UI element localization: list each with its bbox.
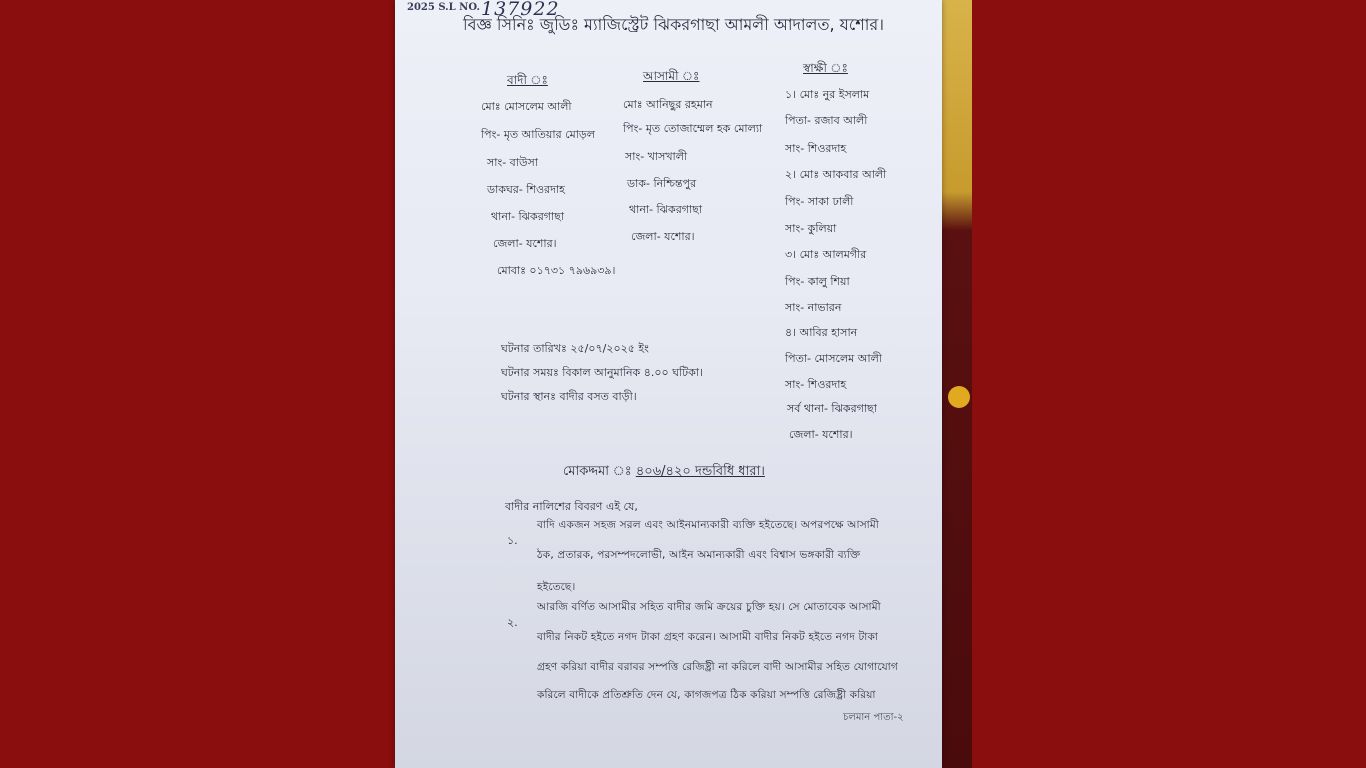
plaintiff-line: সাং- বাউসা [487,156,538,169]
accused-line: ডাক- নিশ্চিন্তপুর [627,177,697,190]
witness-line: ৩। মোঃ আলমগীর [785,248,867,261]
paragraph-line: ঠক, প্রতারক, পরসম্পদলোভী, আইন অমান্যকারী এবং বিশ্বাস ভঙ্গকারী ব্যক্তি [537,549,861,561]
plaintiff-phone: মোবাঃ ০১৭৩১ ৭৯৬৯৩৯। [497,264,616,277]
plaintiff-line: থানা- ঝিকরগাছা [491,210,565,223]
paragraph-line: হইতেছে। [537,581,576,593]
background-dot [948,386,970,408]
continuation-note: চলমান পাতা-২ [843,712,904,723]
accused-line: মোঃ আনিছুর রহমান [623,98,713,111]
paragraph-number: ২. [507,616,518,629]
witness-label: স্বাক্ষী ঃ [803,61,848,75]
witness-line: জেলা- যশোর। [789,428,853,441]
plaintiff-line: মোঃ মোসলেম আলী [481,100,572,113]
incident-time: ঘটনার সময়ঃ বিকাল আনুমানিক ৪.০০ ঘটিকা। [501,366,703,379]
case-label: মোকদ্দমা ঃ [563,464,632,479]
case-section-number: ৪০৬/৪২০ দন্ডবিধি ধারা। [635,464,765,479]
background-object [940,0,972,768]
paragraph-line: বাদীর নিকট হইতে নগদ টাকা গ্রহণ করেন। আসামী বাদীর নিকট হইতে নগদ টাকা [537,631,879,643]
plaintiff-label: বাদী ঃ [507,73,548,87]
witness-line: সাং- শিওরদাহ [785,142,847,155]
incident-date: ঘটনার তারিখঃ ২৫/০৭/২০২৫ ইং [501,342,649,355]
witness-line: সাং- নাভারন [785,301,842,314]
witness-line: পিং- সাকা ঢালী [785,195,854,208]
plaintiff-line: ডাকঘর- শিওরদাহ [487,183,565,196]
accused-line: সাং- খাসখালী [625,150,688,163]
accused-line: পিং- মৃত তোজাম্মেল হক মোল্যা [623,122,763,135]
witness-line: পিতা- মোসলেম আলী [785,352,882,365]
complaint-intro: বাদীর নালিশের বিবরণ এই যে, [505,500,638,513]
serial-label: 2025 S.L NO. [407,2,480,13]
plaintiff-line: জেলা- যশোর। [493,237,557,250]
plaintiff-line: পিং- মৃত আতিয়ার মোড়ল [481,128,595,141]
case-section [563,462,765,483]
paragraph-line: করিলে বাদীকে প্রতিশ্রুতি দেন যে, কাগজপত্র ঠিক করিয়া সম্পত্তি রেজিষ্ট্রী করিয়া [537,689,876,701]
paragraph-line: আরজি বর্ণিত আসামীর সহিত বাদীর জমি ক্রয়ের চুক্তি হয়। সে মোতাবেক আসামী [537,601,881,613]
paragraph-line: বাদি একজন সহজ সরল এবং আইনমান্যকারী ব্যক্তি হইতেছে। অপরপক্ষে আসামী [537,519,879,531]
witness-line: সাং- শিওরদাহ [785,378,847,391]
witness-line: সাং- কুলিয়া [785,222,837,235]
accused-label: আসামী ঃ [643,69,700,83]
court-heading: বিজ্ঞ সিনিঃ জুডিঃ ম্যাজিস্ট্রেট ঝিকরগাছা আমলী আদালত, যশোর। [463,15,884,34]
witness-line: ২। মোঃ আকবার আলী [785,168,887,181]
witness-line: সর্ব থানা- ঝিকরগাছা [787,402,877,415]
paragraph-number: ১. [507,534,518,547]
witness-line: পিং- কালু শিয়া [785,275,850,288]
accused-line: জেলা- যশোর। [631,230,695,243]
paragraph-line: গ্রহণ করিয়া বাদীর বরাবর সম্পত্তি রেজিষ্ট্রী না করিলে বাদী আসামীর সহিত যোগাযোগ [537,661,898,673]
incident-place: ঘটনার স্থানঃ বাদীর বসত বাড়ী। [501,390,637,403]
serial-number: 137922 [481,0,560,20]
witness-line: পিতা- রজাব আলী [785,114,868,127]
document-page [395,0,942,768]
witness-line: ৪। আবির হাসান [785,326,858,339]
witness-line: ১। মোঃ নুর ইসলাম [785,88,870,101]
accused-line: থানা- ঝিকরগাছা [629,203,703,216]
